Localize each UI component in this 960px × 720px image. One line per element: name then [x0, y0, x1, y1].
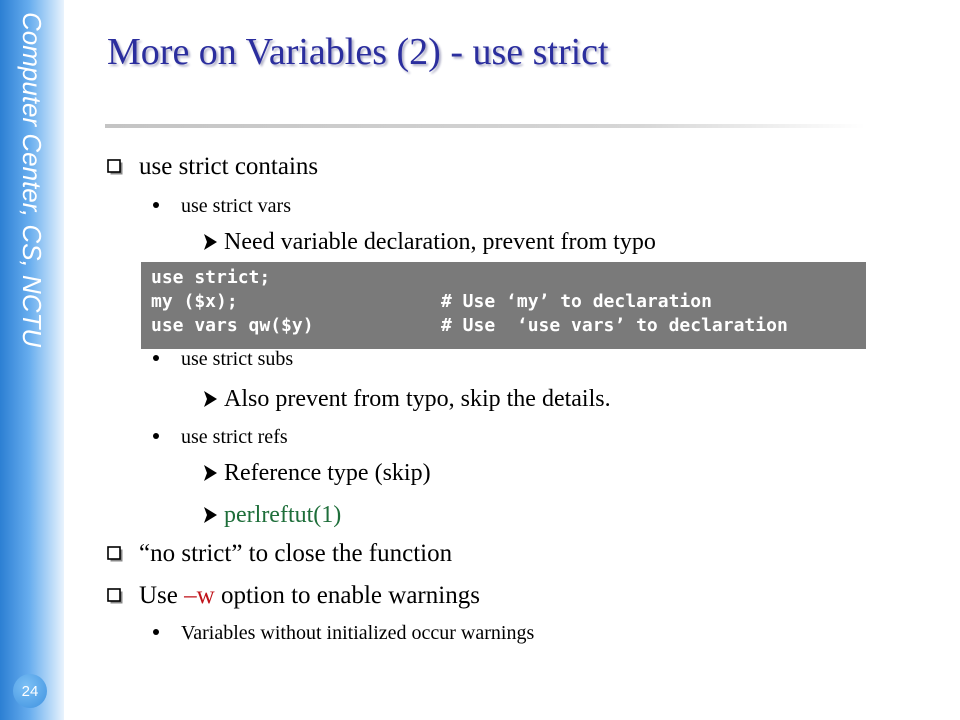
code-text: use strict;: [151, 267, 271, 288]
code-line: [141, 315, 866, 339]
note-text: Also prevent from typo, skip the details.: [224, 386, 611, 412]
bullet-text: “no strict” to close the function: [139, 540, 453, 567]
sidebar: [0, 0, 64, 720]
sub-bullet-text: use strict refs: [181, 426, 288, 448]
code-comment: # Use ‘use vars’ to declaration: [441, 315, 788, 336]
checkbox-square-icon: [107, 159, 124, 176]
checkbox-square-icon: [107, 588, 124, 605]
title-divider: [105, 124, 865, 128]
code-text: my ($x);: [151, 291, 238, 312]
page-number-badge: 24: [13, 674, 47, 708]
sub-bullet-item: [153, 426, 288, 449]
sub-bullet-item: [153, 622, 534, 645]
dot-bullet: [153, 202, 159, 208]
note-item: [203, 460, 431, 487]
sub-bullet-item: [153, 348, 293, 371]
bullet-item: [107, 582, 480, 610]
code-line: [141, 267, 866, 291]
code-line: [141, 291, 866, 315]
checkbox-square-icon: [107, 546, 124, 563]
note-item: [203, 386, 611, 413]
code-comment: # Use ‘my’ to declaration: [441, 291, 712, 312]
bullet-text: use strict contains: [139, 153, 319, 180]
arrow-right-icon: [203, 233, 218, 251]
dot-bullet: [153, 433, 159, 439]
sub-bullet-text: Variables without initialized occur warnings: [181, 622, 535, 644]
note-item: [203, 229, 656, 256]
sidebar-label: Computer Center, CS, NCTU: [17, 12, 47, 348]
option-flag: –w: [184, 582, 215, 609]
arrow-right-icon: [203, 506, 218, 524]
code-text: use vars qw($y): [151, 315, 314, 336]
sub-bullet-text: use strict subs: [181, 348, 294, 370]
note-text: Need variable declaration, prevent from typo: [224, 229, 656, 255]
dot-bullet: [153, 629, 159, 635]
arrow-right-icon: [203, 390, 218, 408]
manpage-reference: perlreftut(1): [224, 502, 342, 528]
dot-bullet: [153, 355, 159, 361]
bullet-item: [107, 153, 318, 181]
code-block: [141, 262, 866, 349]
bullet-item: [107, 540, 452, 568]
arrow-right-icon: [203, 464, 218, 482]
note-text: Reference type (skip): [224, 460, 431, 486]
note-item: [203, 502, 341, 529]
slide-title: More on Variables (2) - use strict: [107, 31, 609, 73]
sub-bullet-item: [153, 195, 291, 218]
bullet-text-suffix: option to enable warnings: [214, 582, 480, 609]
bullet-text-prefix: Use: [139, 582, 185, 609]
sub-bullet-text: use strict vars: [181, 195, 291, 217]
